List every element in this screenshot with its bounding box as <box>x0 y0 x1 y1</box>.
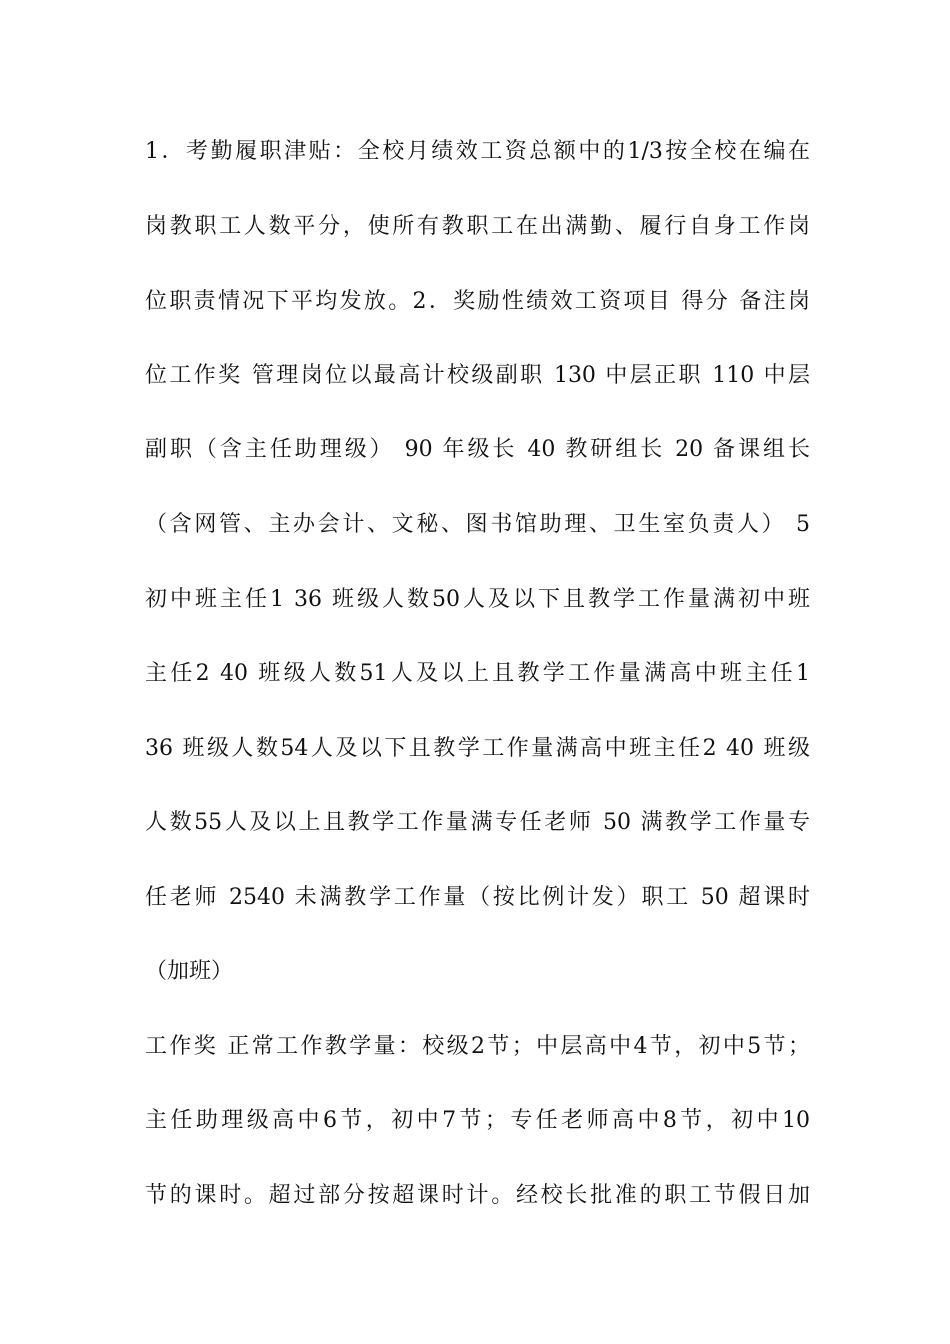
text-line-13: 工作奖 正常工作教学量：校级2节；中层高中4节，初中5节； <box>145 1034 810 1059</box>
text-line-9: 36 班级人数54人及以下且教学工作量满高中班主任2 40 班级 <box>145 736 810 761</box>
text-line-3: 位职责情况下平均发放。2．奖励性绩效工资项目 得分 备注岗 <box>145 289 810 314</box>
text-line-10: 人数55人及以上且教学工作量满专任老师 50 满教学工作量专 <box>145 810 810 835</box>
text-line-12: （加班） <box>145 959 234 984</box>
text-line-7: 初中班主任1 36 班级人数50人及以下且教学工作量满初中班 <box>145 587 810 612</box>
text-line-15: 节的课时。超过部分按超课时计。经校长批准的职工节假日加 <box>145 1183 810 1208</box>
text-line-8: 主任2 40 班级人数51人及以上且教学工作量满高中班主任1 <box>145 661 810 686</box>
text-line-14: 主任助理级高中6节，初中7节；专任老师高中8节，初中10 <box>145 1108 810 1133</box>
text-line-5: 副职（含主任助理级） 90 年级长 40 教研组长 20 备课组长 <box>145 437 810 462</box>
text-line-2: 岗教职工人数平分，使所有教职工在出满勤、履行自身工作岗 <box>145 214 810 239</box>
text-line-1: 1．考勤履职津贴：全校月绩效工资总额中的1/3按全校在编在 <box>145 139 810 164</box>
text-line-4: 位工作奖 管理岗位以最高计校级副职 130 中层正职 110 中层 <box>145 363 810 388</box>
text-line-6: （含网管、主办会计、文秘、图书馆助理、卫生室负责人） 5 <box>145 512 810 537</box>
text-line-11: 任老师 2540 未满教学工作量（按比例计发）职工 50 超课时 <box>145 885 810 910</box>
